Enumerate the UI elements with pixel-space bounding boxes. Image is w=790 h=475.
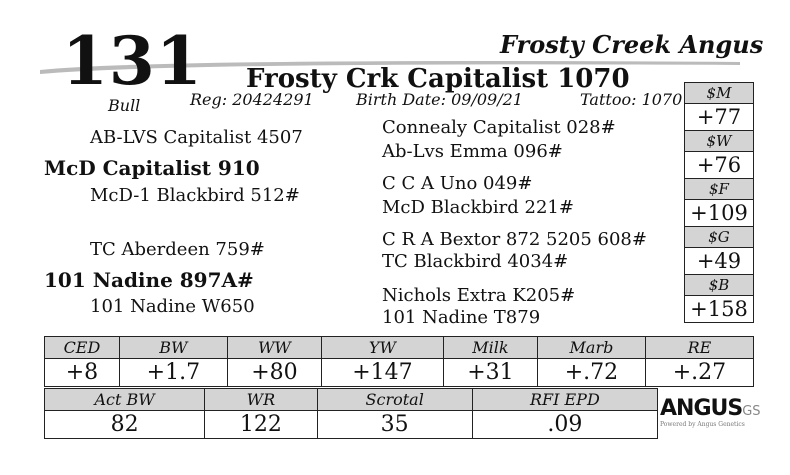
actual-label: Act BW <box>45 389 205 411</box>
epd-label: BW <box>119 337 227 359</box>
sire-dam-dam: McD Blackbird 221# <box>382 197 574 218</box>
epd-label: Milk <box>443 337 537 359</box>
dam-sire-dam: TC Blackbird 4034# <box>382 251 569 272</box>
index-value: +158 <box>685 296 754 323</box>
sire-sire: AB-LVS Capitalist 4507 <box>90 127 303 148</box>
epd-label: CED <box>45 337 120 359</box>
actual-value: .09 <box>472 411 657 439</box>
dam-dam: 101 Nadine W650 <box>90 296 255 317</box>
epd-label: Marb <box>537 337 645 359</box>
dam-dam-sire: Nichols Extra K205# <box>382 285 576 306</box>
sire-sire-dam: Ab-Lvs Emma 096# <box>382 141 563 162</box>
actual-value: 82 <box>45 411 205 439</box>
dam-sire: TC Aberdeen 759# <box>90 239 265 260</box>
epd-value: +.72 <box>537 359 645 387</box>
actuals-table <box>44 388 658 439</box>
dam: 101 Nadine 897A# <box>44 268 254 292</box>
sire-dam-sire: C C A Uno 049# <box>382 173 533 194</box>
farm-name: Frosty Creek Angus <box>500 30 764 59</box>
epd-value: +8 <box>45 359 120 387</box>
sire: McD Capitalist 910 <box>44 156 260 180</box>
epd-value: +31 <box>443 359 537 387</box>
epd-value: +147 <box>321 359 443 387</box>
epd-table <box>44 336 754 387</box>
epd-label: WW <box>227 337 321 359</box>
epd-value: +80 <box>227 359 321 387</box>
dam-sire-sire: C R A Bextor 872 5205 608# <box>382 229 647 250</box>
logo-suffix: GS <box>742 404 761 419</box>
actual-label: Scrotal <box>317 389 472 411</box>
epd-label: RE <box>645 337 753 359</box>
index-value: +76 <box>685 152 754 179</box>
index-value: +109 <box>685 200 754 227</box>
index-value: +49 <box>685 248 754 275</box>
epd-label: YW <box>321 337 443 359</box>
epd-value: +1.7 <box>119 359 227 387</box>
index-label: $W <box>685 131 754 152</box>
actual-value: 122 <box>205 411 317 439</box>
animal-name: Frosty Crk Capitalist 1070 <box>246 64 630 94</box>
angus-gs-logo <box>660 396 761 432</box>
birth-date: Birth Date: 09/09/21 <box>356 90 523 109</box>
sex-label: Bull <box>108 96 141 115</box>
index-value: +77 <box>685 104 754 131</box>
actual-value: 35 <box>317 411 472 439</box>
index-label: $G <box>685 227 754 248</box>
epd-value: +.27 <box>645 359 753 387</box>
dollar-index-table <box>684 82 754 323</box>
tattoo: Tattoo: 1070 <box>580 90 683 109</box>
registration-number: Reg: 20424291 <box>190 90 314 109</box>
lot-number: 131 <box>62 22 203 100</box>
index-label: $B <box>685 275 754 296</box>
sire-dam: McD-1 Blackbird 512# <box>90 185 300 206</box>
dam-dam-dam: 101 Nadine T879 <box>382 307 541 328</box>
actual-label: RFI EPD <box>472 389 657 411</box>
index-label: $M <box>685 83 754 104</box>
logo-tagline: Powered by Angus Genetics <box>660 421 745 428</box>
actual-label: WR <box>205 389 317 411</box>
sire-sire-sire: Connealy Capitalist 028# <box>382 117 616 138</box>
logo-word: ANGUS <box>660 396 743 421</box>
index-label: $F <box>685 179 754 200</box>
